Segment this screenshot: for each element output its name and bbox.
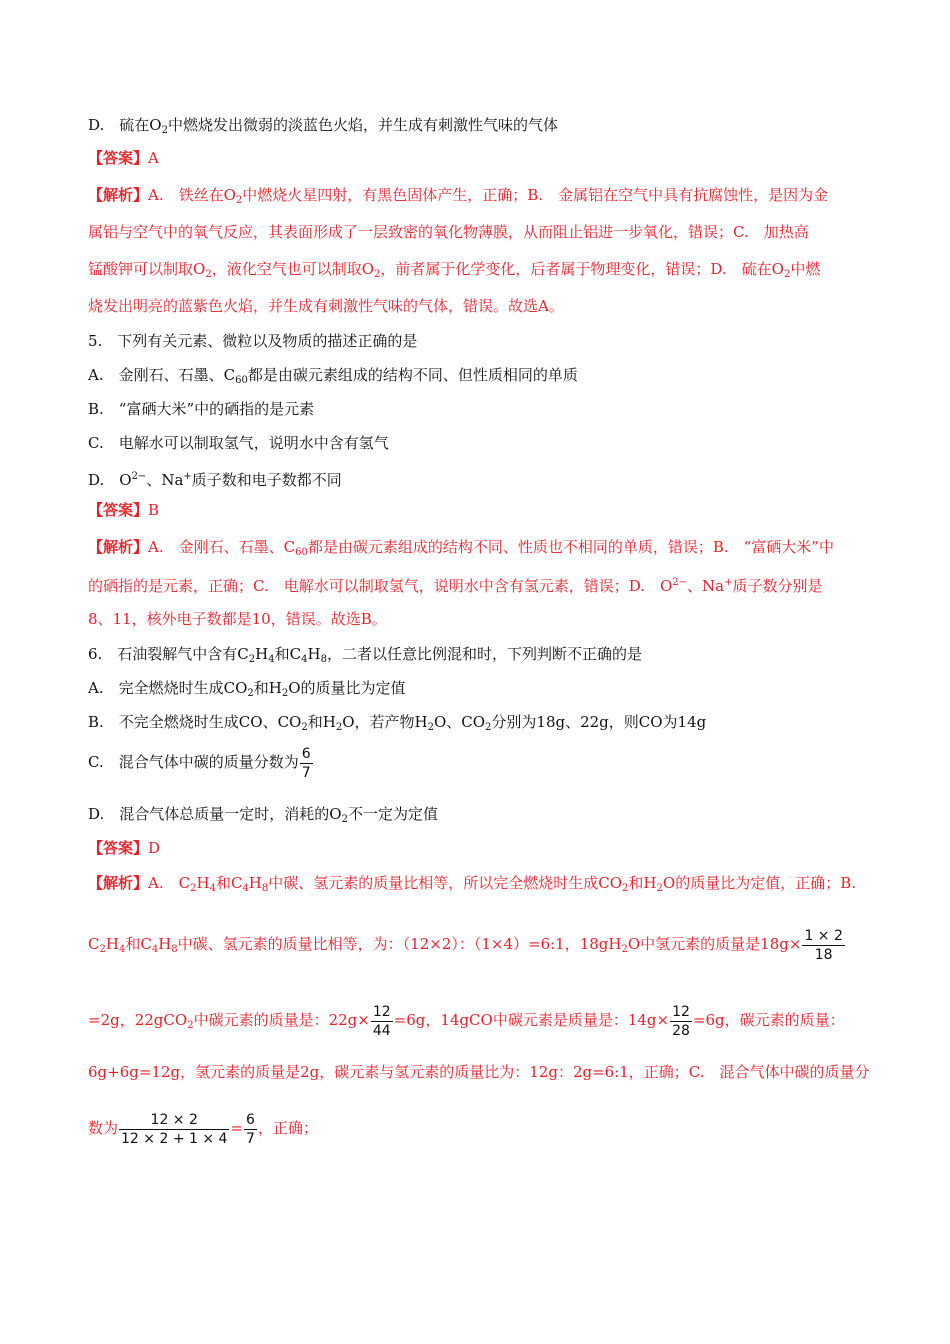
q5-explanation-line1: 【解析】A. 金刚石、石墨、$C_{60}$都是由碳元素组成的结构不同、性质也不相同的单质，错误；B. “富硒大米”中 bbox=[88, 538, 834, 558]
q5-answer: 【答案】B bbox=[88, 501, 160, 519]
q6-explanation-line2: $C_2H_4$和$C_4H_8$中碳、氢元素的质量比相等，为：（12×2）：（1×4）=6:1，$18gH_2O$中氢元素的质量是18g× $\frac{1 \times 2}{18}$ bbox=[88, 927, 843, 963]
q6-option-b: B. 不完全燃烧时生成CO、$CO_2$和$H_2O$，若产物$H_2O$、$CO_2$分别为18g、22g，则CO为14g bbox=[88, 713, 707, 733]
q4-option-d: D. 硫在$O_2$中燃烧发出微弱的淡蓝色火焰，并生成有刺激性气味的气体 bbox=[88, 116, 558, 136]
q5-option-b: B. “富硒大米”中的硒指的是元素 bbox=[88, 400, 315, 418]
q4-explanation-line4: 烧发出明亮的蓝紫色火焰，并生成有刺激性气味的气体，错误。故选A。 bbox=[88, 297, 564, 315]
q6-explanation-line4: 6g+6g=12g，氢元素的质量是2g，碳元素与氢元素的质量比为：12g：2g=6:1，正确；C. 混合气体中碳的质量分 bbox=[88, 1063, 870, 1081]
q5-explanation-line3: 8、11，核外电子数都是10，错误。故选B。 bbox=[88, 610, 387, 628]
q5-option-a: A. 金刚石、石墨、$C_{60}$都是由碳元素组成的结构不同、但性质相同的单质 bbox=[88, 366, 578, 386]
q6-option-d: D. 混合气体总质量一定时，消耗的$O_2$不一定为定值 bbox=[88, 805, 438, 825]
q5-option-d: D. $O^{2-}$、Na+质子数和电子数都不同 bbox=[88, 471, 342, 489]
q4-answer: 【答案】A bbox=[88, 149, 159, 167]
q6-option-c: C. 混合气体中碳的质量分数为 $\frac{6}{7}$ bbox=[88, 745, 311, 781]
q5-explanation-line2: 的硒指的是元素，正确；C. 电解水可以制取氢气，说明水中含有氢元素，错误；D. $O^{2-}$、Na+质子数分别是 bbox=[88, 577, 823, 595]
q6-explanation-line1: 【解析】A. $C_2H_4$和$C_4H_8$中碳、氢元素的质量比相等，所以完全燃烧时生成$CO_2$和$H_2O$的质量比为定值，正确；B. bbox=[88, 874, 856, 894]
fraction-12-over-44: $\frac{12}{44}$ bbox=[372, 1003, 391, 1039]
fraction-carbon-mass-ratio: $\frac{12 \times 2}{12 \times 2 + 1 \times 4}$ bbox=[121, 1111, 228, 1147]
fraction-12-over-28: $\frac{12}{28}$ bbox=[672, 1003, 690, 1039]
q4-explanation-line1: 【解析】A. 铁丝在$O_2$中燃烧火星四射，有黑色固体产生，正确；B. 金属铝在空气中具有抗腐蚀性，是因为金 bbox=[88, 186, 829, 206]
q4-explanation-line3: 锰酸钾可以制取$O_2$，液化空气也可以制取$O_2$，前者属于化学变化，后者属于物理变化，错误；D. 硫在$O_2$中燃 bbox=[88, 260, 821, 280]
fraction-six-sevenths-result: $\frac{6}{7}$ bbox=[246, 1111, 255, 1147]
q6-option-a: A. 完全燃烧时生成$CO_2$和$H_2O$的质量比为定值 bbox=[88, 679, 406, 699]
q6-explanation-line3: =2g，22gCO$_2$中碳元素的质量是：22g× $\frac{12}{44}$ =6g，14gCO中碳元素是质量是：14g× $\frac{12}{28}$ =6g，碳元素的质量： bbox=[88, 1003, 845, 1039]
q5-option-c: C. 电解水可以制取氢气，说明水中含有氢气 bbox=[88, 434, 389, 452]
fraction-1x2-over-18: $\frac{1 \times 2}{18}$ bbox=[804, 927, 843, 963]
fraction-six-sevenths: $\frac{6}{7}$ bbox=[301, 745, 311, 781]
q6-explanation-line5: 数为 $\frac{12 \times 2}{12 \times 2 + 1 \times 4}$ = $\frac{6}{7}$ ，正确； bbox=[88, 1111, 318, 1147]
q6-stem: 6. 石油裂解气中含有$C_2H_4$和$C_4H_8$，二者以任意比例混和时，下列判断不正确的是 bbox=[88, 645, 642, 665]
q5-stem: 5. 下列有关元素、微粒以及物质的描述正确的是 bbox=[88, 332, 418, 350]
q6-answer: 【答案】D bbox=[88, 839, 161, 857]
q4-explanation-line2: 属铝与空气中的氧气反应，其表面形成了一层致密的氧化物薄膜，从而阻止铝进一步氧化，错误；C. 加热高 bbox=[88, 223, 809, 241]
